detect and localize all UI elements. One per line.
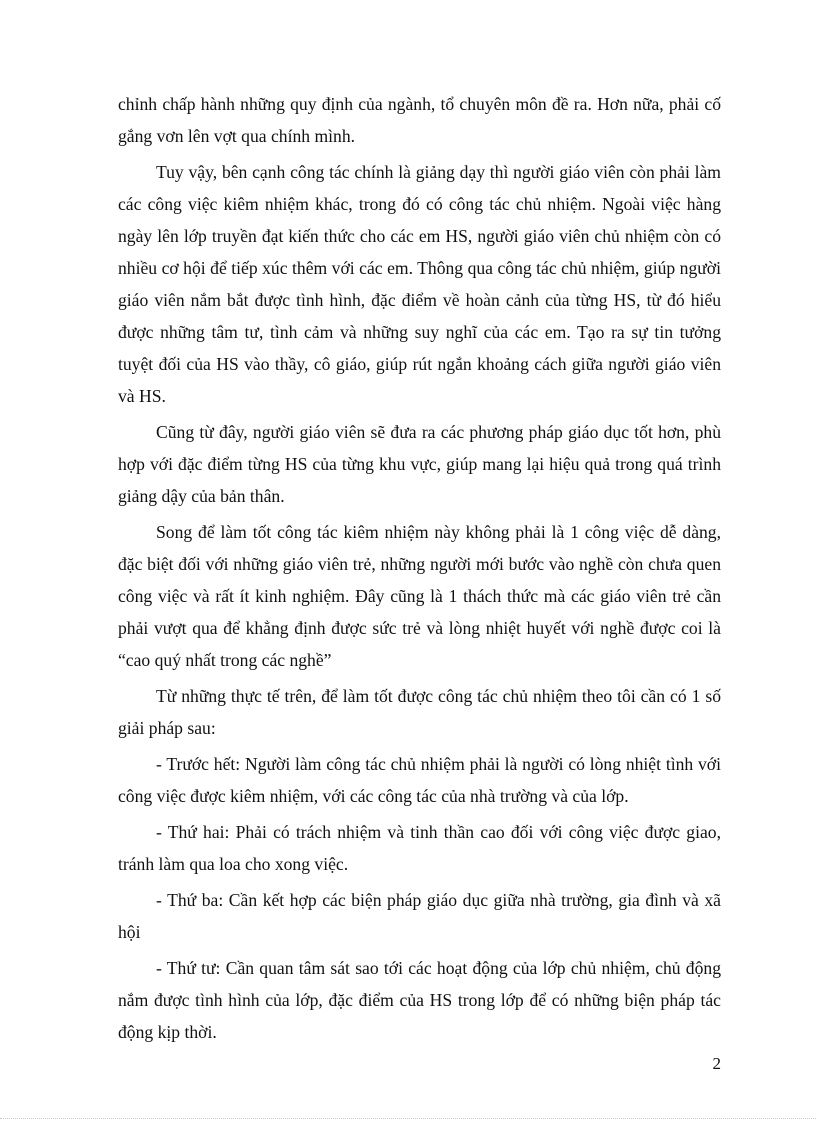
paragraph-solutions-intro: Từ những thực tế trên, để làm tốt được công tác chủ nhiệm theo tôi cần có 1 số giải pháp sau:	[118, 686, 721, 738]
paragraph-teaching-methods: Cũng từ đây, người giáo viên sẽ đưa ra các phương pháp giáo dục tốt hơn, phù hợp với đặc điểm từng HS của từng khu vực, giúp mang lại hiệu quả trong quá trình giảng dậy của bản thân.	[118, 422, 721, 506]
page-bottom-divider	[0, 1118, 816, 1119]
page-body	[118, 88, 721, 1052]
list-item-third: - Thứ ba: Cần kết hợp các biện pháp giáo dục giữa nhà trường, gia đình và xã hội	[118, 890, 721, 942]
page-number: 2	[712, 1054, 721, 1073]
list-item-first: - Trước hết: Người làm công tác chủ nhiệm phải là người có lòng nhiệt tình với công việc được kiêm nhiệm, với các công tác của nhà trường và của lớp.	[118, 754, 721, 806]
paragraph-homeroom-duties: Tuy vậy, bên cạnh công tác chính là giảng dạy thì người giáo viên còn phải làm các công việc kiêm nhiệm khác, trong đó có công tác chủ nhiệm. Ngoài việc hàng ngày lên lớp truyền đạt kiến thức cho các em HS, người giáo viên chủ nhiệm còn có nhiều cơ hội để tiếp xúc thêm với các em. Thông qua công tác chủ nhiệm, giúp người giáo viên nắm bắt được tình hình, đặc điểm về hoàn cảnh của từng HS, từ đó hiểu được những tâm tư, tình cảm và những suy nghĩ của các em. Tạo ra sự tin tưởng tuyệt đối của HS vào thầy, cô giáo, giúp rút ngắn khoảng cách giữa người giáo viên và HS.	[118, 162, 721, 406]
list-item-fourth: - Thứ tư: Cần quan tâm sát sao tới các hoạt động của lớp chủ nhiệm, chủ động nắm được tình hình của lớp, đặc điểm của HS trong lớp để có những biện pháp tác động kịp thời.	[118, 958, 721, 1042]
list-item-second: - Thứ hai: Phải có trách nhiệm và tinh thần cao đối với công việc được giao, tránh làm qua loa cho xong việc.	[118, 822, 721, 874]
paragraph-young-teachers: Song để làm tốt công tác kiêm nhiệm này không phải là 1 công việc dễ dàng, đặc biệt đối với những giáo viên trẻ, những người mới bước vào nghề còn chưa quen công việc và rất ít kinh nghiệm. Đây cũng là 1 thách thức mà các giáo viên trẻ cần phải vượt qua để khẳng định được sức trẻ và lòng nhiệt huyết với nghề được coi là “cao quý nhất trong các nghề”	[118, 522, 721, 670]
paragraph-continuation: chỉnh chấp hành những quy định của ngành, tổ chuyên môn đề ra. Hơn nữa, phải cố gắng vơn lên vợt qua chính mình.	[118, 94, 721, 146]
